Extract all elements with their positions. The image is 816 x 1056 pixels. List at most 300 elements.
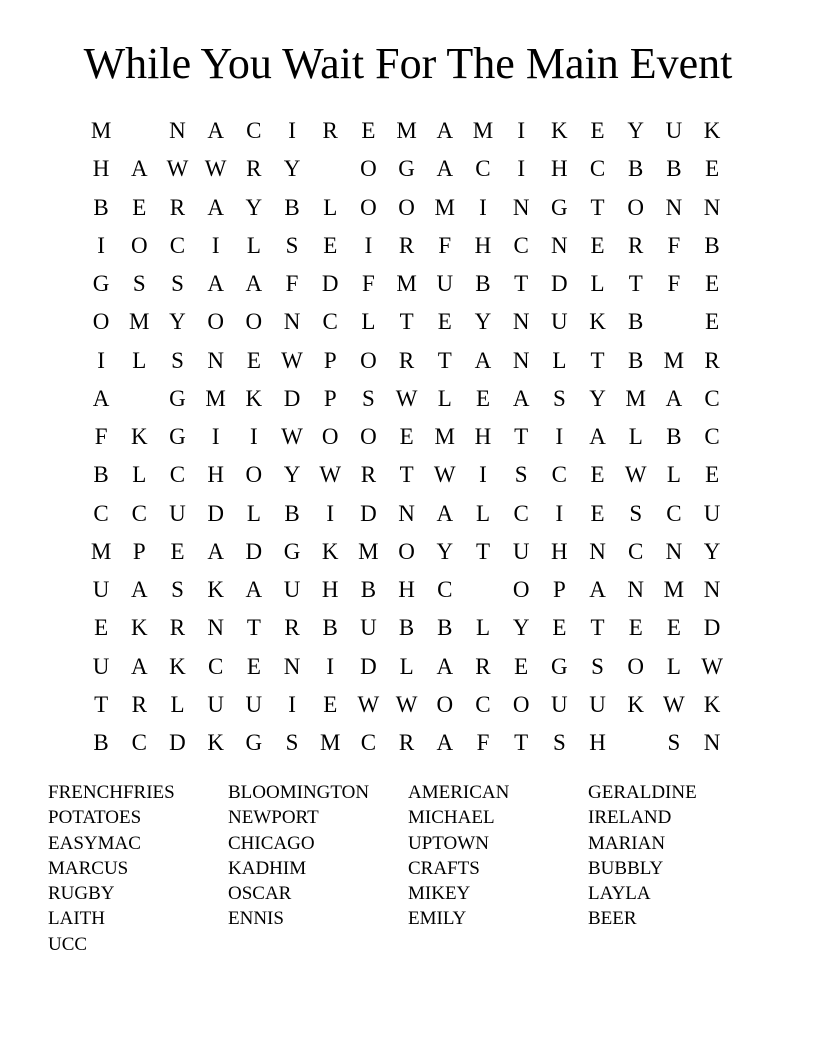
grid-cell: M (396, 118, 417, 143)
grid-cell: L (475, 615, 490, 641)
grid-cell: O (207, 309, 224, 335)
grid-cell: D (207, 500, 224, 526)
grid-cell: K (627, 691, 645, 717)
grid-cell: B (93, 730, 109, 755)
grid-row (82, 533, 731, 571)
grid-cell: I (555, 500, 564, 526)
grid-cell: A (436, 730, 454, 755)
grid-cell: U (436, 271, 454, 296)
grid-cell: E (666, 615, 681, 641)
grid-cell: N (703, 577, 721, 602)
grid-cell: I (211, 424, 220, 449)
grid-cell: Y (627, 118, 645, 143)
word-list-item: FRENCHFRIES (48, 782, 175, 803)
grid-row (82, 380, 731, 418)
word-list-item: BEER (588, 908, 637, 930)
grid-row (82, 495, 731, 533)
grid-cell: D (360, 500, 377, 526)
grid-cell: I (555, 424, 564, 449)
grid-cell: S (171, 271, 184, 296)
grid-cell: Y (703, 538, 721, 564)
grid-cell: Y (283, 156, 301, 182)
grid-cell: T (514, 730, 529, 755)
grid-cell: N (665, 194, 683, 220)
grid-cell: W (204, 156, 227, 182)
grid-cell: L (590, 271, 605, 296)
grid-cell: H (398, 577, 415, 602)
grid-cell: E (94, 615, 109, 641)
grid-cell: O (512, 577, 530, 602)
grid-cell: L (246, 232, 261, 258)
grid-cell: H (589, 730, 606, 755)
grid-cell: O (436, 691, 454, 717)
word-list-item: CRAFTS (408, 857, 480, 879)
grid-cell: C (131, 500, 147, 526)
grid-row (82, 150, 731, 188)
grid-cell: B (322, 615, 338, 641)
grid-cell: M (472, 118, 494, 143)
grid-cell: U (551, 691, 568, 717)
grid-cell: C (169, 232, 186, 258)
grid-cell: G (551, 653, 568, 679)
grid-cell: C (169, 462, 186, 488)
grid-cell: A (589, 424, 606, 449)
grid-cell: A (436, 118, 454, 143)
grid-cell: E (628, 615, 643, 641)
grid-cell: M (205, 385, 226, 411)
grid-cell: R (360, 462, 377, 488)
grid-row (82, 418, 731, 456)
grid-cell: C (513, 500, 529, 526)
grid-cell: N (512, 309, 530, 335)
grid-cell: B (628, 156, 644, 182)
grid-cell: C (360, 730, 377, 755)
grid-cell: U (703, 500, 721, 526)
grid-cell: N (512, 194, 530, 220)
grid-cell: K (130, 615, 148, 641)
grid-cell: L (132, 462, 147, 488)
grid-cell: B (93, 462, 109, 488)
grid-cell: W (357, 691, 380, 717)
grid-cell: O (360, 156, 377, 182)
grid-cell: S (629, 500, 643, 526)
grid-cell: I (517, 118, 525, 143)
grid-cell: G (551, 194, 568, 220)
grid-cell: N (627, 577, 645, 602)
grid-cell: L (246, 500, 261, 526)
grid-cell: A (474, 347, 492, 373)
grid-cell: R (246, 156, 262, 182)
grid-cell: B (93, 194, 109, 220)
grid-cell: S (362, 385, 375, 411)
grid-cell: O (245, 309, 263, 335)
grid-cell: K (321, 538, 339, 564)
grid-cell: E (552, 615, 567, 641)
grid-cell: A (665, 385, 683, 411)
grid-cell: B (628, 309, 644, 335)
word-list-item: MARCUS (48, 857, 129, 879)
grid-cell: T (590, 347, 605, 373)
grid-cell: E (590, 232, 605, 258)
grid-cell: M (434, 194, 455, 220)
grid-cell: B (284, 194, 300, 220)
letter-grid (82, 112, 731, 762)
grid-cell: B (475, 271, 491, 296)
grid-cell: C (704, 385, 720, 411)
word-list-item: CHICAGO (228, 832, 315, 854)
grid-cell: U (360, 615, 377, 641)
grid-cell: D (321, 271, 339, 296)
grid-cell: R (628, 232, 644, 258)
grid-row (82, 724, 731, 762)
grid-cell: M (319, 730, 341, 755)
grid-cell: K (130, 424, 148, 449)
grid-cell: E (705, 271, 720, 296)
grid-cell: T (628, 271, 643, 296)
grid-cell: Y (512, 615, 530, 641)
grid-cell: C (704, 424, 720, 449)
grid-cell: O (360, 424, 377, 449)
grid-cell: C (131, 730, 147, 755)
grid-cell: H (321, 577, 339, 602)
grid-cell: O (512, 691, 530, 717)
grid-cell: R (475, 653, 491, 679)
grid-cell: N (665, 538, 683, 564)
grid-cell: M (129, 309, 150, 335)
grid-cell: E (170, 538, 185, 564)
grid-cell: R (322, 118, 338, 143)
grid-cell: G (92, 271, 110, 296)
grid-cell: M (90, 118, 112, 143)
grid-cell: C (93, 500, 109, 526)
grid-row (82, 189, 731, 227)
grid-row (82, 227, 731, 265)
grid-cell: C (551, 462, 568, 488)
grid-cell: N (551, 232, 568, 258)
grid-row (82, 265, 731, 303)
grid-cell: K (589, 309, 606, 335)
grid-cell: R (131, 691, 147, 717)
grid-cell: E (323, 691, 338, 717)
grid-cell: B (398, 615, 415, 641)
grid-cell: W (281, 424, 303, 449)
grid-cell: E (361, 118, 376, 143)
grid-cell: U (245, 691, 263, 717)
grid-cell: S (132, 271, 146, 296)
grid-cell: K (551, 118, 568, 143)
grid-cell: R (398, 730, 415, 755)
grid-cell: K (169, 653, 186, 679)
grid-cell: B (437, 615, 453, 641)
grid-cell: W (395, 385, 418, 411)
grid-cell: W (624, 462, 647, 488)
grid-cell: C (666, 500, 682, 526)
grid-cell: S (285, 232, 299, 258)
word-list-item: MARIAN (588, 832, 666, 854)
word-list-item: OSCAR (228, 883, 292, 905)
grid-cell: L (132, 347, 147, 373)
grid-cell: G (283, 538, 301, 564)
grid-cell: R (284, 615, 300, 641)
grid-cell: D (703, 615, 721, 641)
grid-cell: L (170, 691, 185, 717)
grid-cell: I (250, 424, 258, 449)
word-list-item: EMILY (408, 908, 467, 930)
grid-cell: E (323, 232, 338, 258)
grid-cell: P (552, 577, 566, 602)
grid-cell: K (207, 577, 224, 602)
grid-cell: Y (245, 194, 263, 220)
grid-cell: T (514, 424, 529, 449)
grid-cell: R (169, 194, 186, 220)
word-list-item: UPTOWN (408, 832, 489, 854)
grid-cell: S (591, 653, 604, 679)
grid-cell: H (474, 424, 492, 449)
grid-cell: I (326, 653, 335, 679)
grid-cell: W (433, 462, 456, 488)
grid-cell: D (551, 271, 568, 296)
grid-cell: L (437, 385, 452, 411)
grid-cell: E (590, 118, 605, 143)
grid-cell: T (94, 691, 109, 717)
grid-row (82, 609, 731, 647)
word-list-item: RUGBY (48, 883, 115, 905)
grid-cell: S (171, 577, 184, 602)
grid-cell: D (283, 385, 301, 411)
word-list-item: LAITH (48, 908, 105, 930)
grid-cell: E (399, 424, 414, 449)
grid-cell: O (245, 462, 263, 488)
grid-cell: N (398, 500, 415, 526)
grid-cell: S (171, 347, 184, 373)
grid-cell: I (479, 462, 487, 488)
grid-cell (311, 150, 349, 188)
grid-cell: R (169, 615, 186, 641)
grid-cell: U (665, 118, 683, 143)
grid-cell: P (132, 538, 146, 564)
grid-cell: A (130, 577, 148, 602)
word-list-item: IRELAND (588, 807, 672, 829)
grid-cell: C (246, 118, 262, 143)
grid-cell: C (207, 653, 224, 679)
grid-cell: I (211, 232, 220, 258)
grid-cell: L (666, 653, 681, 679)
grid-cell: H (551, 538, 568, 564)
grid-cell: M (663, 577, 685, 602)
grid-cell: N (703, 194, 721, 220)
grid-cell: N (283, 653, 301, 679)
word-list-item: BUBBLY (588, 857, 664, 879)
grid-cell: I (326, 500, 335, 526)
grid-cell: I (479, 194, 487, 220)
grid-cell: T (246, 615, 261, 641)
grid-cell: K (245, 385, 263, 411)
grid-cell (617, 724, 655, 762)
grid-cell: C (628, 538, 644, 564)
grid-cell: W (166, 156, 189, 182)
grid-cell: L (323, 194, 338, 220)
grid-cell: U (207, 691, 224, 717)
grid-cell: L (628, 424, 643, 449)
grid-cell: D (360, 653, 377, 679)
grid-cell: F (94, 424, 108, 449)
grid-cell: R (704, 347, 720, 373)
grid-cell: N (283, 309, 301, 335)
word-list-item: ENNIS (228, 908, 284, 930)
grid-row (82, 648, 731, 686)
grid-cell: A (436, 500, 454, 526)
grid-cell: O (627, 194, 645, 220)
grid-cell: O (92, 309, 110, 335)
grid-cell: K (207, 730, 224, 755)
grid-cell: B (628, 347, 644, 373)
grid-cell: G (245, 730, 263, 755)
grid-cell: F (667, 271, 681, 296)
grid-cell: H (92, 156, 110, 182)
grid-cell: U (512, 538, 530, 564)
grid-cell: A (207, 194, 224, 220)
grid-cell: K (703, 118, 721, 143)
grid-cell: N (512, 347, 530, 373)
grid-cell: U (92, 653, 110, 679)
grid-cell: M (434, 424, 455, 449)
grid-cell: E (246, 347, 261, 373)
grid-cell: W (663, 691, 685, 717)
grid-cell: N (207, 615, 224, 641)
grid-cell: Y (436, 538, 454, 564)
grid-cell: U (283, 577, 301, 602)
grid-cell: F (476, 730, 490, 755)
grid-cell: B (360, 577, 377, 602)
grid-cell: N (169, 118, 186, 143)
grid-cell: P (323, 347, 337, 373)
grid-cell: R (398, 347, 415, 373)
grid-cell: O (398, 194, 415, 220)
grid-cell: T (437, 347, 452, 373)
grid-cell: W (395, 691, 418, 717)
grid-row (82, 571, 731, 609)
grid-cell: E (514, 653, 529, 679)
grid-cell: H (474, 232, 492, 258)
grid-cell: W (281, 347, 303, 373)
grid-cell: M (90, 538, 112, 564)
grid-cell: F (285, 271, 299, 296)
grid-cell: R (398, 232, 415, 258)
word-list-item: GERALDINE (588, 782, 697, 803)
grid-cell: I (288, 691, 296, 717)
grid-cell: O (321, 424, 339, 449)
grid-cell: T (590, 194, 605, 220)
grid-cell: U (589, 691, 606, 717)
word-list-item: LAYLA (588, 883, 651, 905)
grid-cell: N (207, 347, 224, 373)
grid-cell: I (288, 118, 296, 143)
grid-cell: L (475, 500, 490, 526)
grid-row (82, 112, 731, 150)
grid-cell: D (169, 730, 186, 755)
grid-cell: B (666, 424, 682, 449)
grid-cell: A (512, 385, 530, 411)
grid-cell: M (358, 538, 379, 564)
grid-cell: W (701, 653, 723, 679)
grid-cell: S (552, 385, 566, 411)
grid-cell: L (552, 347, 567, 373)
grid-cell: C (322, 309, 338, 335)
grid-cell: T (399, 462, 414, 488)
grid-cell: L (361, 309, 376, 335)
puzzle-title: While You Wait For The Main Event (83, 39, 733, 88)
grid-cell: O (360, 194, 377, 220)
grid-row (82, 303, 731, 341)
grid-cell: A (245, 271, 263, 296)
word-list-item: NEWPORT (228, 807, 319, 829)
word-list-item: BLOOMINGTON (228, 782, 370, 803)
grid-cell (655, 303, 693, 341)
grid-cell: I (97, 232, 105, 258)
grid-cell: U (551, 309, 568, 335)
grid-cell: E (705, 156, 720, 182)
grid-cell: L (399, 653, 414, 679)
grid-cell: O (627, 653, 645, 679)
grid-cell: Y (474, 309, 492, 335)
grid-cell: S (514, 462, 528, 488)
grid-row (82, 342, 731, 380)
grid-cell (120, 112, 158, 150)
grid-cell: W (319, 462, 342, 488)
grid-cell: F (438, 232, 452, 258)
grid-cell: C (589, 156, 606, 182)
grid-cell: O (130, 232, 148, 258)
grid-cell: C (475, 691, 491, 717)
grid-cell (464, 571, 502, 609)
grid-cell: H (551, 156, 568, 182)
grid-cell: G (398, 156, 415, 182)
grid-cell: K (703, 691, 721, 717)
grid-cell: Y (169, 309, 186, 335)
grid-cell: N (589, 538, 606, 564)
grid-cell: C (437, 577, 453, 602)
word-list-item: AMERICAN (408, 782, 510, 803)
grid-cell: H (207, 462, 224, 488)
grid-cell: F (362, 271, 375, 296)
word-list-item: UCC (48, 933, 88, 955)
grid-cell: E (437, 309, 452, 335)
grid-cell: E (705, 462, 720, 488)
grid-cell: E (590, 500, 605, 526)
grid-cell: Y (283, 462, 301, 488)
grid-cell: S (667, 730, 681, 755)
grid-cell: L (666, 462, 681, 488)
grid-cell: M (396, 271, 417, 296)
grid-cell: A (207, 118, 224, 143)
grid-cell: T (590, 615, 605, 641)
grid-cell: E (246, 653, 261, 679)
grid-cell: S (285, 730, 299, 755)
grid-cell: O (398, 538, 415, 564)
grid-cell: E (475, 385, 490, 411)
grid-cell: F (667, 232, 681, 258)
grid-cell: G (169, 424, 186, 449)
word-list (48, 780, 788, 957)
grid-cell: I (517, 156, 525, 182)
grid-cell: S (552, 730, 566, 755)
grid-cell: E (132, 194, 147, 220)
grid-cell: U (169, 500, 186, 526)
grid-cell: T (399, 309, 414, 335)
grid-cell: A (207, 538, 224, 564)
grid-cell: A (245, 577, 263, 602)
word-list-item: KADHIM (228, 857, 307, 879)
